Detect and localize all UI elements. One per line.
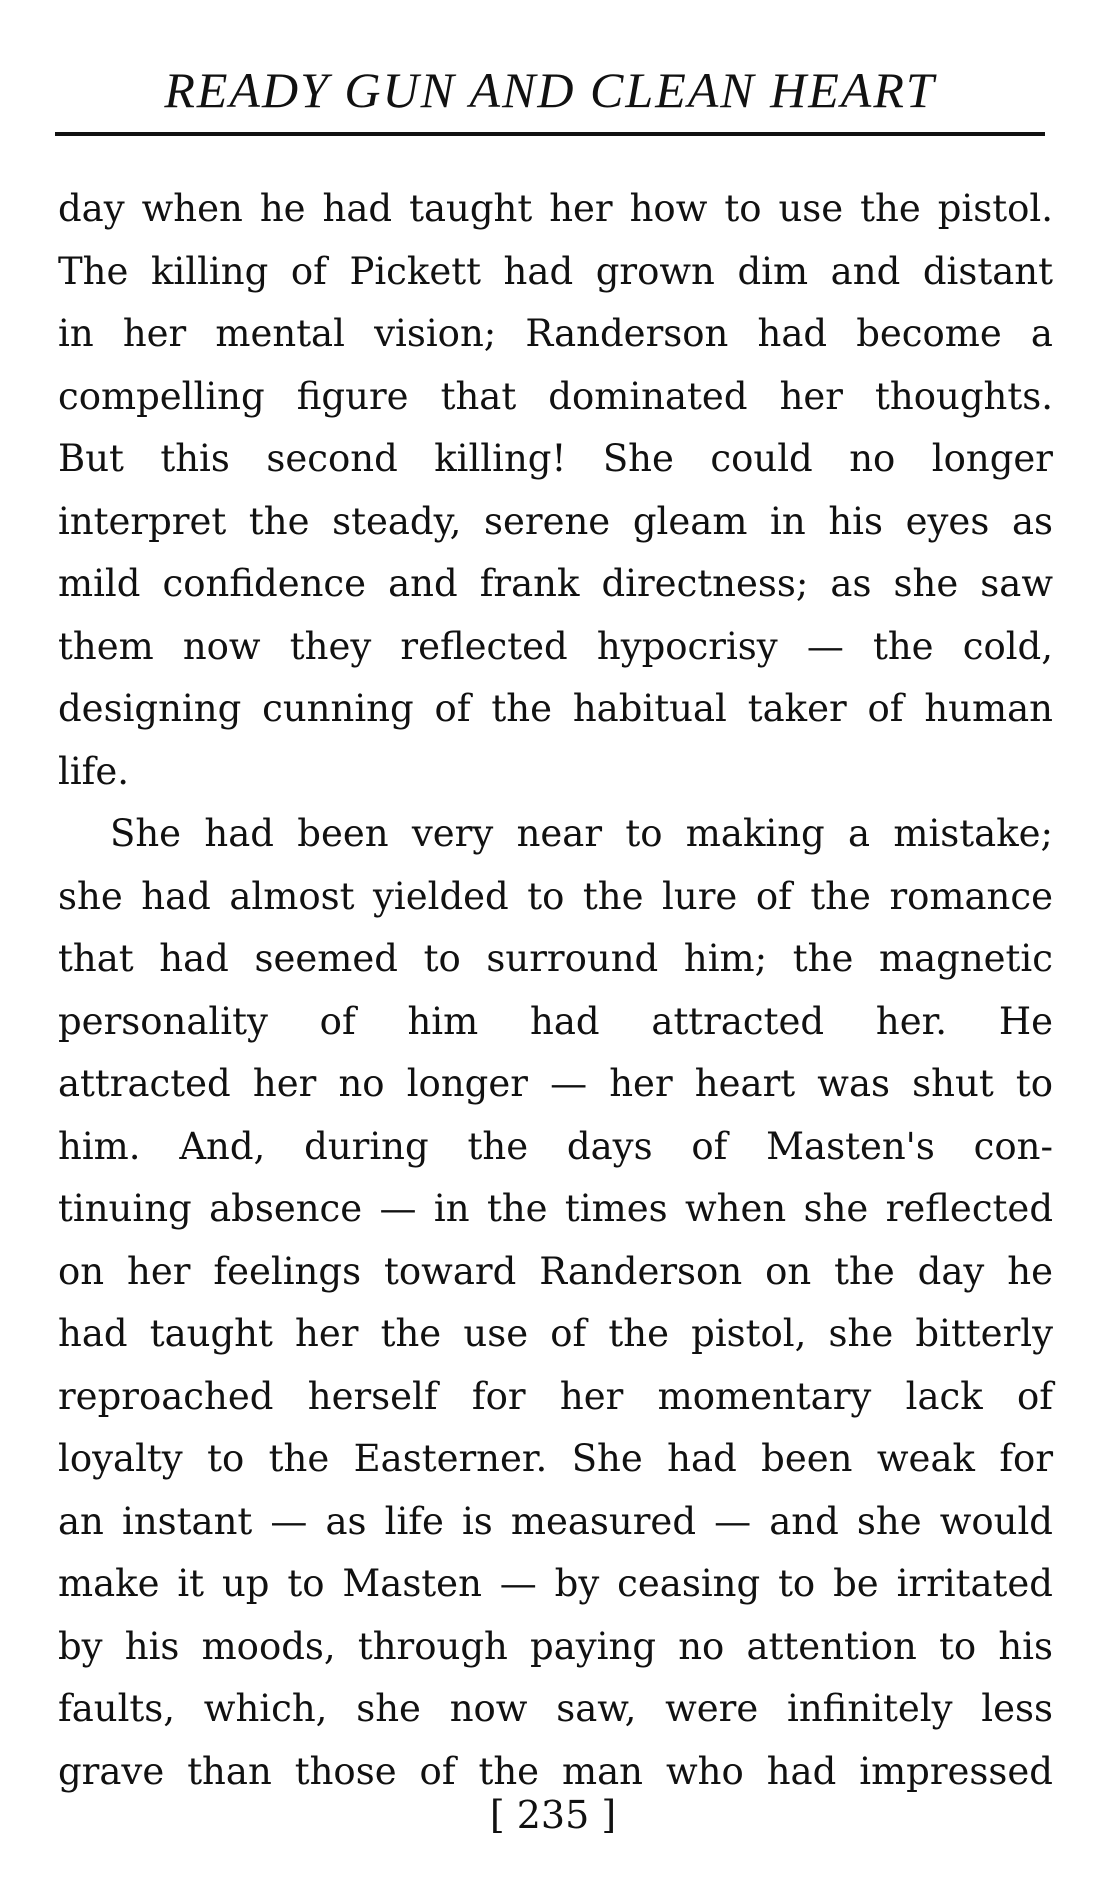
text-line: reproached herself for her momentary lack of (58, 1374, 1053, 1418)
text-line: in her mental vision; Randerson had become a (58, 312, 1053, 355)
body-text (58, 178, 1053, 1803)
text-line: life. (58, 749, 130, 793)
text-line: grave than those of the man who had impressed (58, 1749, 1053, 1793)
text-line: compelling figure that dominated her thoughts. (58, 374, 1053, 418)
running-head-title: READY GUN AND CLEAN HEART (164, 62, 936, 118)
text-line: had taught her the use of the pistol, she bitterly (58, 1312, 1053, 1355)
page-number: [ 235 ] (489, 1793, 617, 1837)
text-line: them now they reflected hypocrisy — the cold, (58, 624, 1053, 668)
text-line: make it up to Masten — by ceasing to be irritated (58, 1562, 1053, 1605)
text-line: designing cunning of the habitual taker of human (58, 687, 1053, 730)
text-line: faults, which, she now saw, were infinitely less (58, 1687, 1053, 1730)
text-line: by his moods, through paying no attention to his (58, 1624, 1053, 1668)
text-line: tinuing absence — in the times when she reflected (58, 1187, 1053, 1230)
text-line: him. And, during the days of Masten's con- (58, 1124, 1053, 1168)
text-line: The killing of Pickett had grown dim and distant (58, 249, 1053, 293)
text-line: attracted her no longer — her heart was shut to (58, 1062, 1053, 1105)
text-line: interpret the steady, serene gleam in his eyes as (58, 499, 1053, 543)
text-line: But this second killing! She could no longer (58, 437, 1053, 480)
text-line: personality of him had attracted her. He (58, 999, 1053, 1043)
text-line: day when he had taught her how to use the pistol. (58, 187, 1053, 230)
text-line: an instant — as life is measured — and she would (58, 1499, 1053, 1543)
text-line: She had been very near to making a mistake; (110, 812, 1053, 855)
text-line: on her feelings toward Randerson on the day he (58, 1249, 1053, 1293)
text-line: she had almost yielded to the lure of the romance (58, 874, 1053, 918)
header-rule (55, 132, 1045, 136)
text-line: that had seemed to surround him; the magnetic (58, 937, 1053, 980)
text-line: loyalty to the Easterner. She had been weak for (58, 1437, 1053, 1480)
text-line: mild confidence and frank directness; as she saw (58, 562, 1053, 605)
